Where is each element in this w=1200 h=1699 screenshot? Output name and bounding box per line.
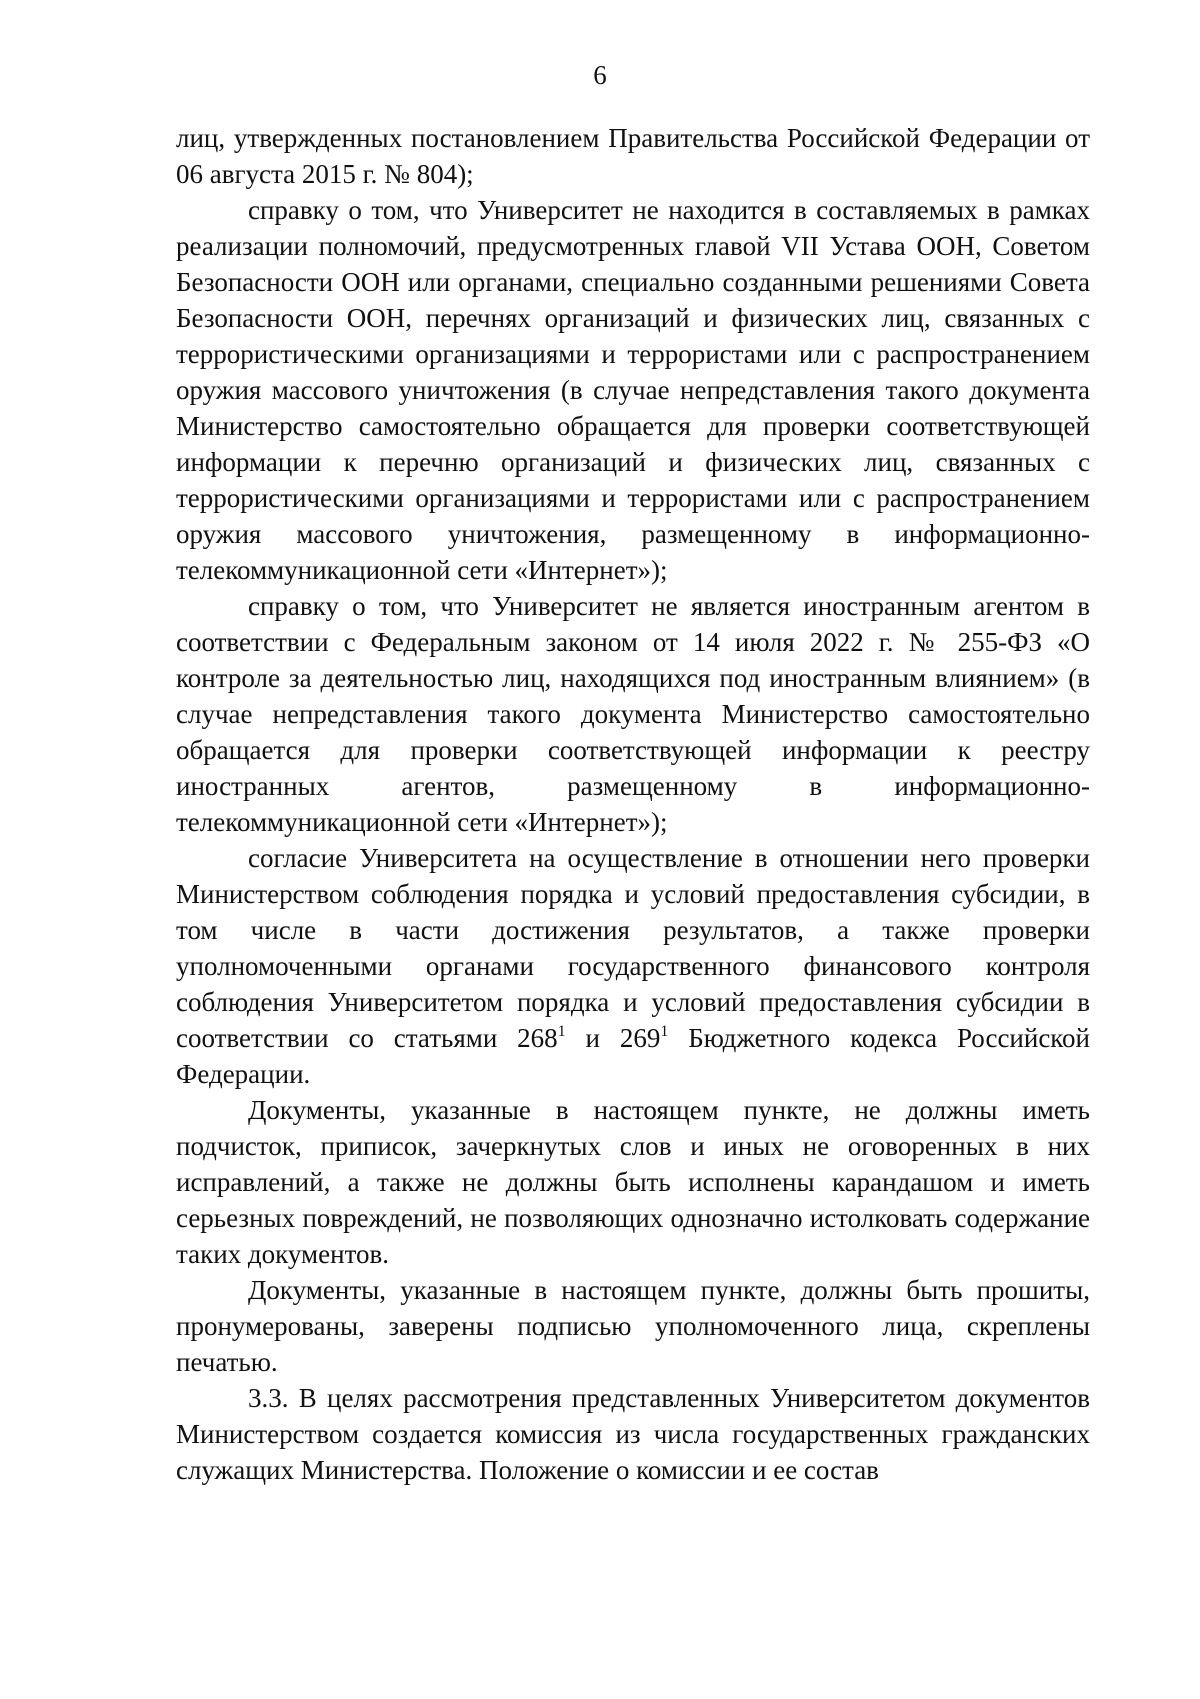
paragraph (176, 840, 1090, 1092)
text-run: 3.3. В целях рассмотрения представленных Университетом документов Министерством создается комиссия из числа государственных гражданских служащих Министерства. Положение о комиссии и ее состав (176, 1383, 1090, 1485)
document-body (176, 120, 1090, 1488)
text-run: справку о том, что Университет не находится в составляемых в рамках реализации полномочий, предусмотренных главой VII Устава ООН, Советом Безопасности ООН или органами, специально созданными решениями Совета Безопасности ООН, перечнях организаций и физических лиц, связанных с террористическими организациями и террористами или с распространением оружия массового уничтожения (в случае непредставления такого документа Министерство самостоятельно обращается для проверки соответствующей информации к перечню организаций и физических лиц, связанных с террористическими организациями и террористами или с распространением оружия массового уничтожения, размещенному в информационно-телекоммуникационной сети «Интернет»); (176, 195, 1090, 585)
paragraph (176, 1272, 1090, 1380)
text-run: Документы, указанные в настоящем пункте, не должны иметь подчисток, приписок, зачеркнутых слов и иных не оговоренных в них исправлений, а также не должны быть исполнены карандашом и иметь серьезных повреждений, не позволяющих однозначно истолковать содержание таких документов. (176, 1095, 1090, 1269)
text-run: справку о том, что Университет не является иностранным агентом в соответствии с Федеральным законом от 14 июля 2022 г. № 255-ФЗ «О контроле за деятельностью лиц, находящихся под иностранным влиянием» (в случае непредставления такого документа Министерство самостоятельно обращается для проверки соответствующей информации к реестру иностранных агентов, размещенному в информационно-телекоммуникационной сети «Интернет»); (176, 591, 1090, 837)
text-run: согласие Университета на осуществление в отношении него проверки Министерством соблюдения порядка и условий предоставления субсидии, в том числе в части достижения результатов, а также проверки уполномоченными органами государственного финансового контроля соблюдения Университетом порядка и условий предоставления субсидии в соответствии со статьями 268 (176, 843, 1090, 1053)
paragraph (176, 1380, 1090, 1488)
text-run: Документы, указанные в настоящем пункте, должны быть прошиты, пронумерованы, заверены подписью уполномоченного лица, скреплены печатью. (176, 1275, 1090, 1377)
superscript: 1 (557, 1023, 566, 1040)
paragraph (176, 1092, 1090, 1272)
text-run: и 269 (565, 1023, 661, 1053)
paragraph (176, 192, 1090, 588)
paragraph (176, 588, 1090, 840)
page-number: 6 (593, 60, 607, 90)
text-run: лиц, утвержденных постановлением Правительства Российской Федерации от 06 августа 2015 г. № 804); (176, 123, 1090, 189)
text-run: Бюджетного кодекса Российской Федерации. (176, 1023, 1091, 1089)
superscript: 1 (660, 1023, 669, 1040)
paragraph (176, 120, 1090, 192)
